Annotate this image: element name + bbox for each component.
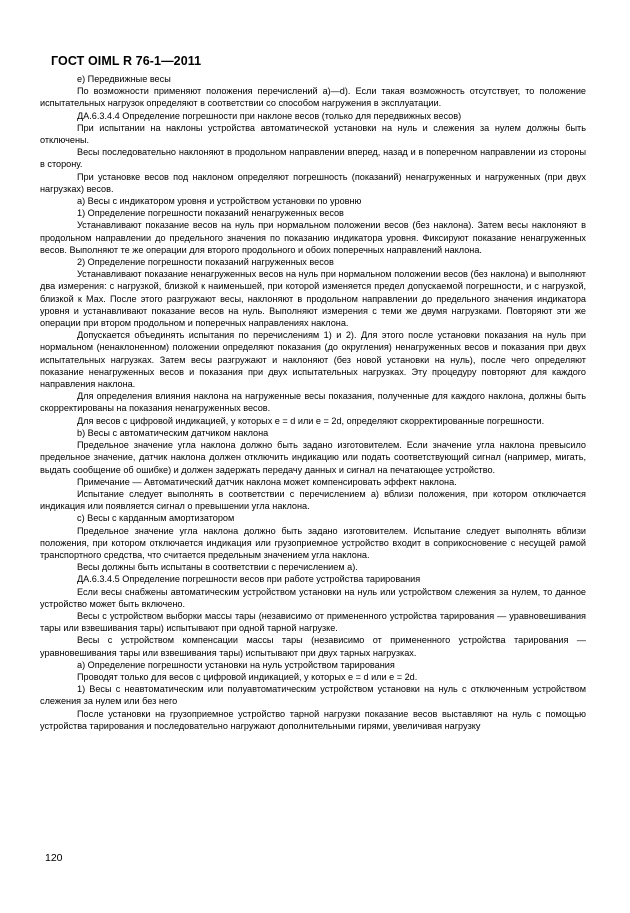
paragraph: Проводят только для весов с цифровой индикацией, у которых e = d или e = 2d. (77, 671, 418, 682)
paragraph: Если весы снабжены автоматическим устройством установки на нуль или устройством слежения за нулем, то данное устройство может быть включено. (40, 586, 586, 609)
paragraph: Весы с устройством компенсации массы тары (независимо от примененного устройства тарирования — уравновешивания тары или взвешивания тары) испытывают при двух тарных нагрузках. (40, 635, 586, 658)
paragraph: При установке весов под наклоном определяют погрешность (показаний) ненагруженных и нагруженных (при двух нагрузках) весов. (40, 171, 586, 194)
document-header: ГОСТ OIML R 76-1—2011 (51, 54, 202, 68)
note-paragraph: Примечание — Автоматический датчик наклона может компенсировать эффект наклона. (77, 476, 457, 487)
paragraph: Для весов с цифровой индикацией, у которых e = d или e = 2d, определяют скорректированные погрешности. (77, 415, 545, 426)
paragraph: Устанавливают показание ненагруженных весов на нуль при нормальном положении весов (без наклона) и выполняют два измерения: с нагрузкой, близкой к наименьшей, при которой изменяется предел допускаемой погрешности, и с нагрузкой, близкой к Max. После этого разгружают весы, наклоняют в продольном направлении до предельного значения индикатора уровня и устанавливают показание весов на нуль. Выполняют измерения с теми же двумя нагрузками. Повторяют эти же операции при втором продольном и поперечных направлениях наклона. (40, 269, 586, 329)
paragraph: 2) Определение погрешности показаний нагруженных весов (77, 257, 334, 268)
paragraph: ДА.6.3.4.5 Определение погрешности весов при работе устройства тарирования (77, 574, 421, 585)
paragraph: Для определения влияния наклона на нагруженные весы показания, полученные для каждого наклона, должны быть скорректированы на показания ненагруженных весов. (40, 391, 586, 414)
paragraph: 1) Определение погрешности показаний ненагруженных весов (77, 208, 344, 219)
paragraph: Весы последовательно наклоняют в продольном направлении вперед, назад и в поперечном направлении из стороны в сторону. (40, 147, 586, 170)
paragraph: е) Передвижные весы (77, 74, 171, 84)
page-number: 120 (45, 852, 63, 864)
paragraph: Устанавливают показание весов на нуль при нормальном положении весов (без наклона). Затем весы наклоняют в продольном направлении до предельного значения по показанию индикатора уровня. Фиксируют показание ненагруженных весов. Выполняют те же операции для второго продольного и обоих поперечных направлений наклона. (40, 220, 586, 255)
paragraph: а) Весы с индикатором уровня и устройством установки по уровню (77, 196, 362, 207)
paragraph: Предельное значение угла наклона должно быть задано изготовителем. Если значение угла наклона превысило предельное значение, датчик наклона должен отключить индикацию или подать соответствующий сигнал (например, мигать, выдать сообщение об ошибке) и должен задержать передачу данных и сигнал на печатающее устройство. (40, 440, 586, 475)
paragraph: c) Весы с карданным амортизатором (77, 513, 235, 524)
paragraph: Предельное значение угла наклона должно быть задано изготовителем. Испытание следует выполнять вблизи положения, при котором отключается индикация или грузоприемное устройство входит в соприкосновение с несущей рамой транспортного средства, что считается предельным значением угла наклона. (40, 525, 586, 560)
paragraph: По возможности применяют положения перечислений а)—d). Если такая возможность отсутствует, то положение испытательных нагрузок определяют в соответствии со способом нагружения в эксплуатации. (40, 86, 586, 109)
paragraph: Весы должны быть испытаны в соответствии с перечислением а). (77, 562, 358, 573)
paragraph: Испытание следует выполнять в соответствии с перечислением а) вблизи положения, при котором отключается индикация или появляется сигнал о превышении угла наклона. (40, 488, 586, 512)
paragraph: Допускается объединять испытания по перечислениям 1) и 2). Для этого после установки показания на нуль при нормальном (ненаклоненном) положении определяют показания (до округления) ненагруженных весов и показания при двух испытательных нагрузках. Затем весы разгружают и наклоняют (без новой установки на нуль), после чего определяют показание ненагруженных весов и показания при двух испытательных нагрузках. Эту процедуру повторяют для каждого направления наклона. (40, 330, 586, 390)
paragraph: b) Весы с автоматическим датчиком наклона (77, 427, 269, 438)
paragraph: 1) Весы с неавтоматическим или полуавтоматическим устройством установки на нуль с отключенным устройством слежения за нулем или без него (40, 684, 586, 707)
paragraph: а) Определение погрешности установки на нуль устройством тарирования (77, 659, 395, 670)
paragraph: После установки на грузоприемное устройство тарной нагрузки показание весов выставляют на нуль с помощью устройства тарирования и последовательно нагружают дополнительными гирями, увеличивая нагрузку (40, 708, 586, 731)
document-body (40, 73, 586, 732)
paragraph: ДА.6.3.4.4 Определение погрешности при наклоне весов (только для передвижных весов) (77, 110, 462, 121)
paragraph: При испытании на наклоны устройства автоматической установки на нуль и слежения за нулем должны быть отключены. (40, 122, 586, 146)
paragraph: Весы с устройством выборки массы тары (независимо от примененного устройства тарирования — уравновешивания тары или взвешивания тары) испытывают при одной тарной нагрузке. (40, 610, 586, 634)
